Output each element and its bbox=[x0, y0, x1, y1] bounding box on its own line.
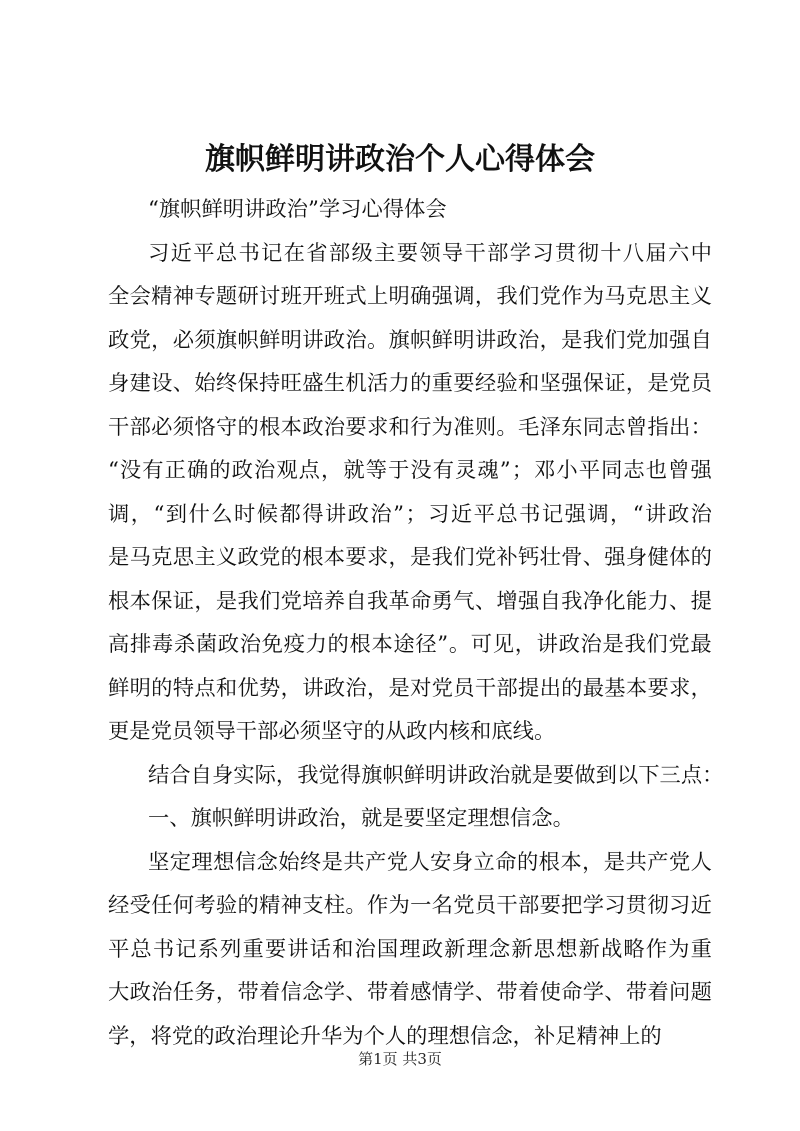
text-line: “旗帜鲜明讲政治”学习心得体会 bbox=[148, 197, 447, 222]
document-title: 旗帜鲜明讲政治个人心得体会 bbox=[205, 142, 595, 177]
text-line: 调 ， “ 到 什 么 时 候 都 得 讲 政 治 ” ； 习 近 平 总 书 记 强 调 ， “ 讲 政 治 bbox=[108, 501, 712, 527]
text-line: 平 总 书 记 系 列 重 要 讲 话 和 治 国 理 政 新 理 念 新 思 想 新 战 略 作 为 重 bbox=[108, 936, 712, 962]
text-line: 鲜 明 的 特 点 和 优 势 ， 讲 政 治 ， 是 对 党 员 干 部 提 出 的 最 基 本 要 求 ， bbox=[108, 675, 712, 701]
text-line: 学，将党的政治理论升华为个人的理想信念，补足精神上的 bbox=[108, 1023, 662, 1049]
document-body bbox=[108, 188, 724, 1058]
text-line: 身 建 设 、 始 终 保 持 旺 盛 生 机 活 力 的 重 要 经 验 和 坚 强 保 证 ， 是 党 员 bbox=[108, 371, 712, 396]
text-line: 是 马 克 思 主 义 政 党 的 根 本 要 求 ， 是 我 们 党 补 钙 壮 骨 、 强 身 健 体 的 bbox=[108, 545, 712, 570]
text-line: 经 受 任 何 考 验 的 精 神 支 柱 。 作 为 一 名 党 员 干 部 要 把 学 习 贯 彻 习 近 bbox=[108, 893, 712, 918]
text-line: 结 合 自 身 实 际 ， 我 觉 得 旗 帜 鲜 明 讲 政 治 就 是 要 做 到 以 下 三 点 ： bbox=[148, 762, 724, 788]
text-line: “ 没 有 正 确 的 政 治 观 点 ， 就 等 于 没 有 灵 魂 ” ； 邓 小 平 同 志 也 曾 强 bbox=[108, 458, 712, 483]
text-line: 全 会 精 神 专 题 研 讨 班 开 班 式 上 明 确 强 调 ， 我 们 党 作 为 马 克 思 主 义 bbox=[108, 284, 712, 309]
text-line: 一、旗帜鲜明讲政治，就是要坚定理想信念。 bbox=[148, 806, 574, 831]
page-footer: 第1页 共3页 bbox=[358, 1050, 442, 1068]
text-line: 大 政 治 任 务 ， 带 着 信 念 学 、 带 着 感 情 学 、 带 着 使 命 学 、 带 着 问 题 bbox=[108, 980, 712, 1005]
text-line: 干 部 必 须 恪 守 的 根 本 政 治 要 求 和 行 为 准 则 。 毛 泽 东 同 志 曾 指 出 ： bbox=[108, 414, 712, 440]
text-line: 更是党员领导干部必须坚守的从政内核和底线。 bbox=[108, 719, 556, 744]
text-line: 根 本 保 证 ， 是 我 们 党 培 养 自 我 革 命 勇 气 、 增 强 自 我 净 化 能 力 、 提 bbox=[108, 588, 712, 614]
text-line: 政 党 ， 必 须 旗 帜 鲜 明 讲 政 治 。 旗 帜 鲜 明 讲 政 治 ， 是 我 们 党 加 强 自 bbox=[108, 327, 712, 353]
text-line: 习 近 平 总 书 记 在 省 部 级 主 要 领 导 干 部 学 习 贯 彻 十 八 届 六 中 bbox=[148, 240, 712, 266]
text-line: 坚 定 理 想 信 念 始 终 是 共 产 党 人 安 身 立 命 的 根 本 ， 是 共 产 党 人 bbox=[148, 849, 712, 875]
text-line: 高 排 毒 杀 菌 政 治 免 疫 力 的 根 本 途 径 ” 。 可 见 ， 讲 政 治 是 我 们 党 最 bbox=[108, 632, 712, 657]
